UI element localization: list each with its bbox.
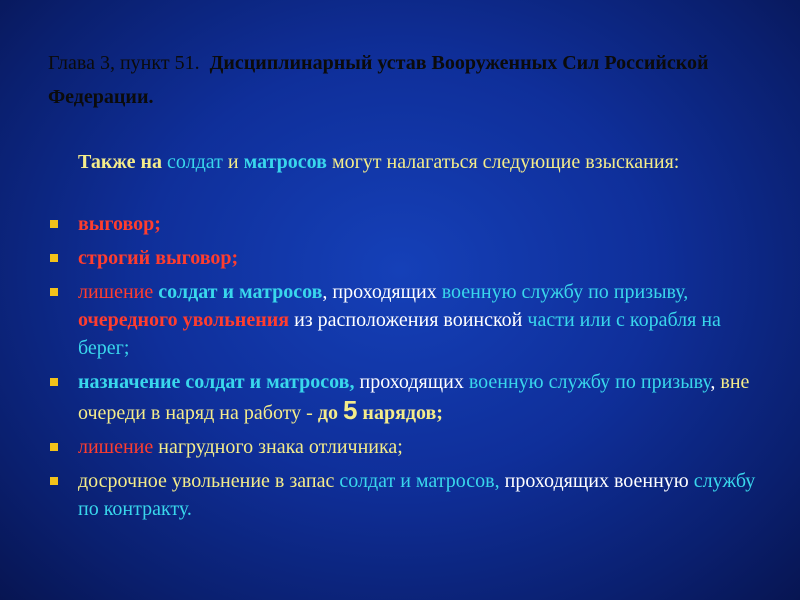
heading-title: Дисциплинарный устав Вооруженных Сил Российской Федерации. <box>48 52 709 108</box>
list-item <box>44 210 764 238</box>
item-text: нарядов; <box>362 402 443 424</box>
heading-reference: Глава 3, пункт 51. <box>48 52 200 74</box>
item-text: военную службу по призыву <box>468 371 711 393</box>
square-bullet-icon <box>50 220 58 228</box>
item-text: из расположения воинской <box>294 309 523 331</box>
item-text: , <box>710 371 716 393</box>
list-item <box>44 368 764 427</box>
square-bullet-icon <box>50 288 58 296</box>
list-item <box>44 244 764 272</box>
item-text: очередного увольнения <box>78 309 290 331</box>
item-text: проходящих <box>359 371 464 393</box>
item-text: проходящих военную <box>504 470 689 492</box>
square-bullet-icon <box>50 477 58 485</box>
slide-heading <box>48 46 768 114</box>
square-bullet-icon <box>50 378 58 386</box>
item-text: , проходящих <box>322 281 437 303</box>
item-text: службу по контракту. <box>78 470 756 520</box>
item-text: вне очереди в наряд на работу - <box>78 371 750 424</box>
item-text: лишение <box>78 436 154 458</box>
intro-text-3: и <box>227 151 239 173</box>
item-text: досрочное увольнение в запас <box>78 470 335 492</box>
item-text: лишение <box>78 281 154 303</box>
intro-text-4: матросов <box>243 151 327 173</box>
intro-text-5: могут налагаться следующие взыскания: <box>331 151 680 173</box>
intro-text-2: солдат <box>167 151 223 173</box>
item-text: строгий выговор; <box>78 247 239 269</box>
list-item <box>44 467 764 523</box>
list-item <box>44 433 764 461</box>
square-bullet-icon <box>50 443 58 451</box>
item-number: 5 <box>342 395 358 425</box>
list-item <box>44 278 764 362</box>
item-text: до <box>317 402 338 424</box>
item-text: назначение солдат и матросов, <box>78 371 355 393</box>
item-text: выговор; <box>78 213 161 235</box>
intro-text-1: Также на <box>78 151 163 173</box>
item-text: военную службу по призыву, <box>441 281 689 303</box>
item-text: части или с корабля на берег; <box>78 309 721 359</box>
square-bullet-icon <box>50 254 58 262</box>
penalty-list <box>44 210 764 529</box>
item-text: солдат и матросов <box>158 281 323 303</box>
intro-paragraph <box>78 148 778 177</box>
item-text: нагрудного знака отличника; <box>158 436 403 458</box>
item-text: солдат и матросов, <box>339 470 500 492</box>
